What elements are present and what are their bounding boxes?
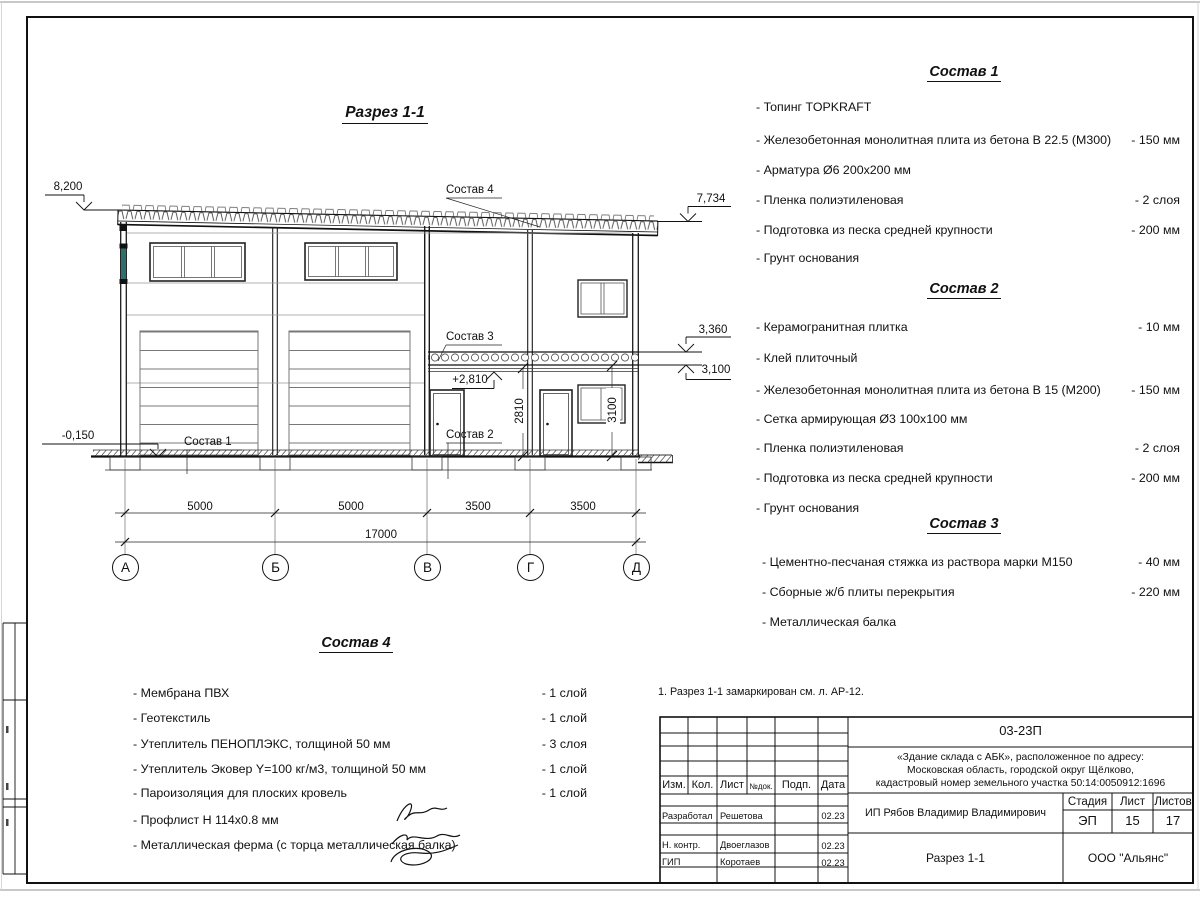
elevation-slab-top: 3,360 — [698, 324, 728, 336]
dim-a-b: 5000 — [187, 501, 213, 513]
dim-height-2810: 2810 — [513, 389, 527, 433]
project-line-2: Московская область, городской округ Щёлково, — [906, 765, 1135, 776]
callout-sostav-3: Состав 3 — [446, 331, 494, 343]
list-item: - Мембрана ПВХ - 1 слой — [133, 686, 587, 700]
axis-bubble-a: А — [112, 554, 139, 581]
list-item: - Подготовка из песка средней крупности - 200 мм — [756, 223, 1180, 237]
callout-sostav-4: Состав 4 — [446, 184, 494, 196]
stage-label: Стадия — [1067, 796, 1108, 808]
list-item: - Грунт основания — [756, 251, 860, 265]
project-line-1: «Здание склада с АБК», расположенное по адресу: — [896, 752, 1145, 763]
sheets-total: 17 — [1165, 813, 1181, 828]
list-item: - Профлист Н 114х0.8 мм — [133, 813, 279, 827]
composition-title: Состав 4 — [321, 635, 391, 651]
ground-foundation — [91, 450, 673, 470]
list-item: - Клей плиточный — [756, 351, 858, 365]
list-item: - Сборные ж/б плиты перекрытия - 220 мм — [762, 585, 1180, 599]
signer-role: Н. контр. — [662, 840, 701, 850]
list-item: - Утеплитель Эковер Y=100 кг/м3, толщиной 50 мм - 1 слой — [133, 762, 587, 776]
list-item: - Топинг TOPKRAFT — [756, 100, 872, 114]
project-line-3: кадастровый номер земельного участка 50:14:0050912:1696 — [875, 778, 1166, 789]
signer-role: ГИП — [662, 857, 681, 867]
list-item: - Металлическая ферма (с торца металлическая балка) — [133, 838, 456, 852]
list-item: - Подготовка из песка средней крупности - 200 мм — [756, 471, 1180, 485]
drawing-name: Разрез 1-1 — [926, 851, 985, 865]
list-item: - Железобетонная монолитная плита из бетона В 15 (М200) - 150 мм — [756, 383, 1180, 397]
dim-total: 17000 — [365, 529, 397, 541]
titleblock-col-kol: Кол. — [691, 779, 714, 791]
signer-name: Двоеглазов — [720, 840, 770, 850]
signer-role: Разработал — [662, 811, 713, 821]
dim-v-g: 3500 — [465, 501, 491, 513]
sheet-label: Лист — [1120, 796, 1145, 808]
drawing-note: 1. Разрез 1-1 замаркирован см. л. АР-12. — [658, 686, 864, 698]
list-item: - Утеплитель ПЕНОПЛЭКС, толщиной 50 мм - 3 слоя — [133, 737, 587, 751]
list-item: - Пленка полиэтиленовая - 2 слоя — [756, 441, 1180, 455]
composition-title: Состав 2 — [929, 281, 999, 297]
document-code: 03-23П — [999, 723, 1042, 738]
callout-sostav-2: Состав 2 — [446, 429, 494, 441]
list-item: - Арматура Ø6 200х200 мм — [756, 163, 911, 177]
axis-bubble-b: Б — [262, 554, 289, 581]
sheets-total-label: Листов — [1154, 796, 1192, 808]
titleblock-col-izm: Изм. — [662, 779, 686, 791]
axis-bubble-v: В — [414, 554, 441, 581]
elevation-beam: +2,810 — [452, 374, 488, 386]
list-item: - Сетка армирующая Ø3 100х100 мм — [756, 412, 968, 426]
sheet-number: 15 — [1125, 813, 1140, 828]
list-item: - Цементно-песчаная стяжка из раствора марки М150 - 40 мм — [762, 555, 1180, 569]
signer-date: 02.23 — [821, 858, 845, 868]
side-stamp-strip — [3, 623, 27, 874]
callout-sostav-1: Состав 1 — [184, 436, 232, 448]
list-item: - Железобетонная монолитная плита из бетона В 22.5 (М300) - 150 мм — [756, 133, 1180, 147]
titleblock-col-data: Дата — [820, 779, 846, 791]
mezzanine-slab — [428, 352, 638, 372]
dim-g-d: 3500 — [570, 501, 596, 513]
titleblock-col-ndok: №док. — [749, 782, 773, 791]
composition-list-2 — [748, 281, 1180, 516]
elevation-roof-left: 8,200 — [53, 181, 83, 193]
list-item: - Грунт основания — [756, 501, 860, 515]
titleblock-col-podp: Подп. — [781, 779, 812, 791]
titleblock-col-list: Лист — [720, 779, 744, 791]
elevation-slab-bottom: 3,100 — [701, 364, 731, 376]
roof — [118, 204, 658, 236]
list-item: - Керамогранитная плитка - 10 мм — [756, 320, 1180, 334]
elevation-roof-right: 7,734 — [696, 193, 726, 205]
elevation-floor: -0,150 — [61, 430, 95, 442]
list-item: - Металлическая балка — [762, 615, 897, 629]
signer-date: 02.23 — [821, 811, 845, 821]
list-item: - Пленка полиэтиленовая - 2 слоя — [756, 193, 1180, 207]
doors — [430, 390, 572, 456]
composition-title: Состав 1 — [929, 64, 999, 80]
gates — [140, 331, 410, 455]
axis-bubble-d: Д — [623, 554, 650, 581]
section-title: Разрез 1-1 — [325, 104, 445, 121]
composition-list-3 — [748, 516, 1180, 636]
dim-height-3100: 3100 — [606, 388, 620, 432]
axis-bubble-g: Г — [517, 554, 544, 581]
client-name: ИП Рябов Владимир Владимирович — [864, 807, 1047, 819]
signer-date: 02.23 — [821, 841, 845, 851]
list-item: - Пароизоляция для плоских кровель - 1 слой — [133, 786, 587, 800]
company-name: ООО "Альянс" — [1087, 851, 1169, 865]
stage-value: ЭП — [1078, 813, 1097, 828]
dim-b-v: 5000 — [338, 501, 364, 513]
composition-title: Состав 3 — [929, 516, 999, 532]
composition-list-4 — [125, 635, 587, 860]
list-item: - Геотекстиль - 1 слой — [133, 711, 587, 725]
signer-name: Решетова — [720, 811, 763, 821]
composition-list-1 — [748, 64, 1180, 269]
signer-name: Коротаев — [720, 857, 761, 867]
